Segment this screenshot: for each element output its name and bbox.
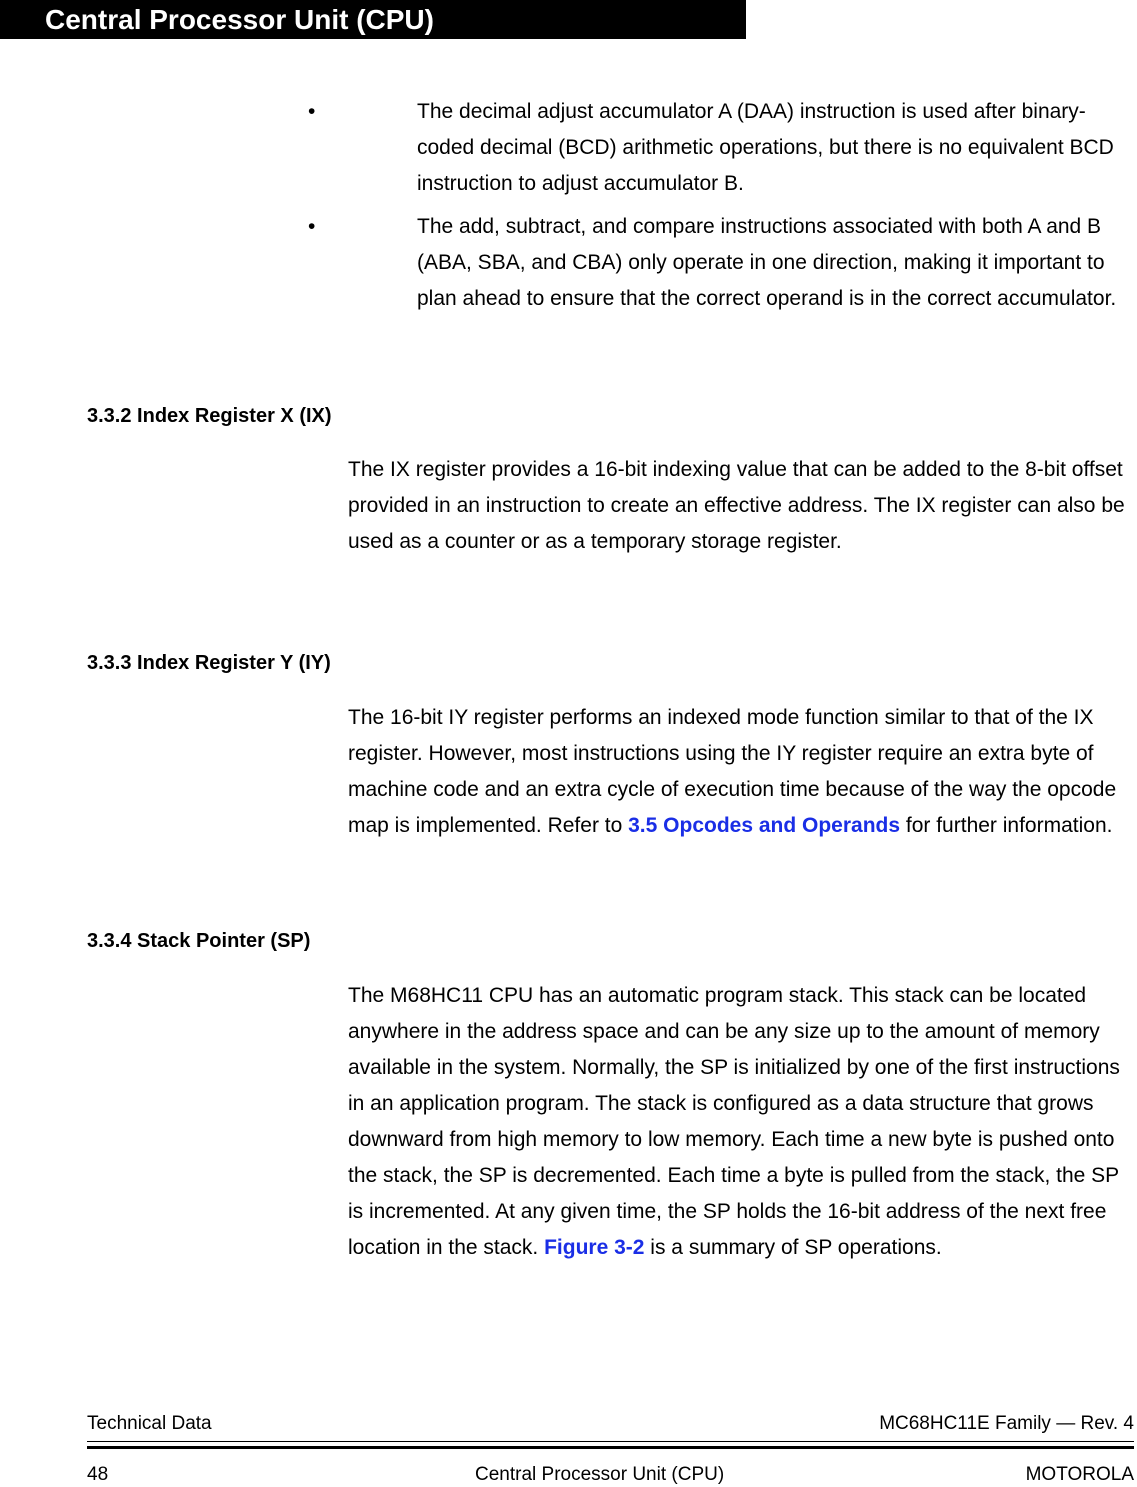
heading-index-register-x: 3.3.2 Index Register X (IX) (87, 405, 332, 427)
bullet-text: The add, subtract, and compare instructions associated with both A and B (ABA, SBA, and CBA) only operate in one direction, making it important to plan ahead to ensure that the correct operand is in the correct accumulator. (417, 215, 1117, 310)
footer-divider (87, 1441, 1134, 1442)
paragraph-text: for further information. (900, 814, 1113, 837)
paragraph-text: The 16-bit IY register performs an indexed mode function similar to that of the IX register. However, most instructions using the IY register require an extra byte of machine code and an extra cycle of execution time because of the way the opcode map is implemented. Refer to (348, 706, 1117, 837)
bullet-text: The decimal adjust accumulator A (DAA) instruction is used after binary-coded decimal (BCD) arithmetic operations, but there is no equivalent BCD instruction to adjust accumulator B. (417, 100, 1114, 195)
paragraph-index-register-y (348, 700, 1134, 844)
heading-index-register-y: 3.3.3 Index Register Y (IY) (87, 652, 331, 674)
list-item (308, 94, 1134, 202)
bullet-list (308, 94, 1134, 324)
section-header-title: Central Processor Unit (CPU) (45, 4, 434, 35)
bullet-marker: • (308, 215, 316, 238)
paragraph-index-register-x: The IX register provides a 16-bit indexing value that can be added to the 8-bit offset provided in an instruction to create an effective address. The IX register can also be used as a counter or as a temporary storage register. (348, 458, 1125, 553)
bullet-marker: • (308, 100, 316, 123)
footer-document-type: Technical Data (87, 1413, 212, 1434)
footer-chapter-title: Central Processor Unit (CPU) (475, 1464, 725, 1485)
paragraph-text: The M68HC11 CPU has an automatic program stack. This stack can be located anywhere in the address space and can be any size up to the amount of memory available in the system. Normally, the SP is initialized by one of the first instructions in an application program. The stack is configured as a data structure that grows downward from high memory to low memory. Each time a new byte is pushed onto the stack, the SP is decremented. Each time a byte is pulled from the stack, the SP is incremented. At any given time, the SP holds the 16-bit address of the next free location in the stack. (348, 984, 1120, 1259)
footer-document-title: MC68HC11E Family — Rev. 4 (879, 1413, 1134, 1434)
paragraph-stack-pointer (348, 978, 1134, 1266)
figure-3-2-link[interactable]: Figure 3-2 (544, 1236, 645, 1259)
page-number: 48 (87, 1464, 109, 1485)
section-header-bar (0, 0, 746, 39)
footer-divider (87, 1446, 1134, 1449)
heading-stack-pointer: 3.3.4 Stack Pointer (SP) (87, 930, 311, 952)
footer-publisher: MOTOROLA (1025, 1464, 1134, 1485)
opcodes-operands-link[interactable]: 3.5 Opcodes and Operands (628, 814, 901, 837)
list-item (308, 209, 1134, 317)
paragraph-text: is a summary of SP operations. (644, 1236, 942, 1259)
